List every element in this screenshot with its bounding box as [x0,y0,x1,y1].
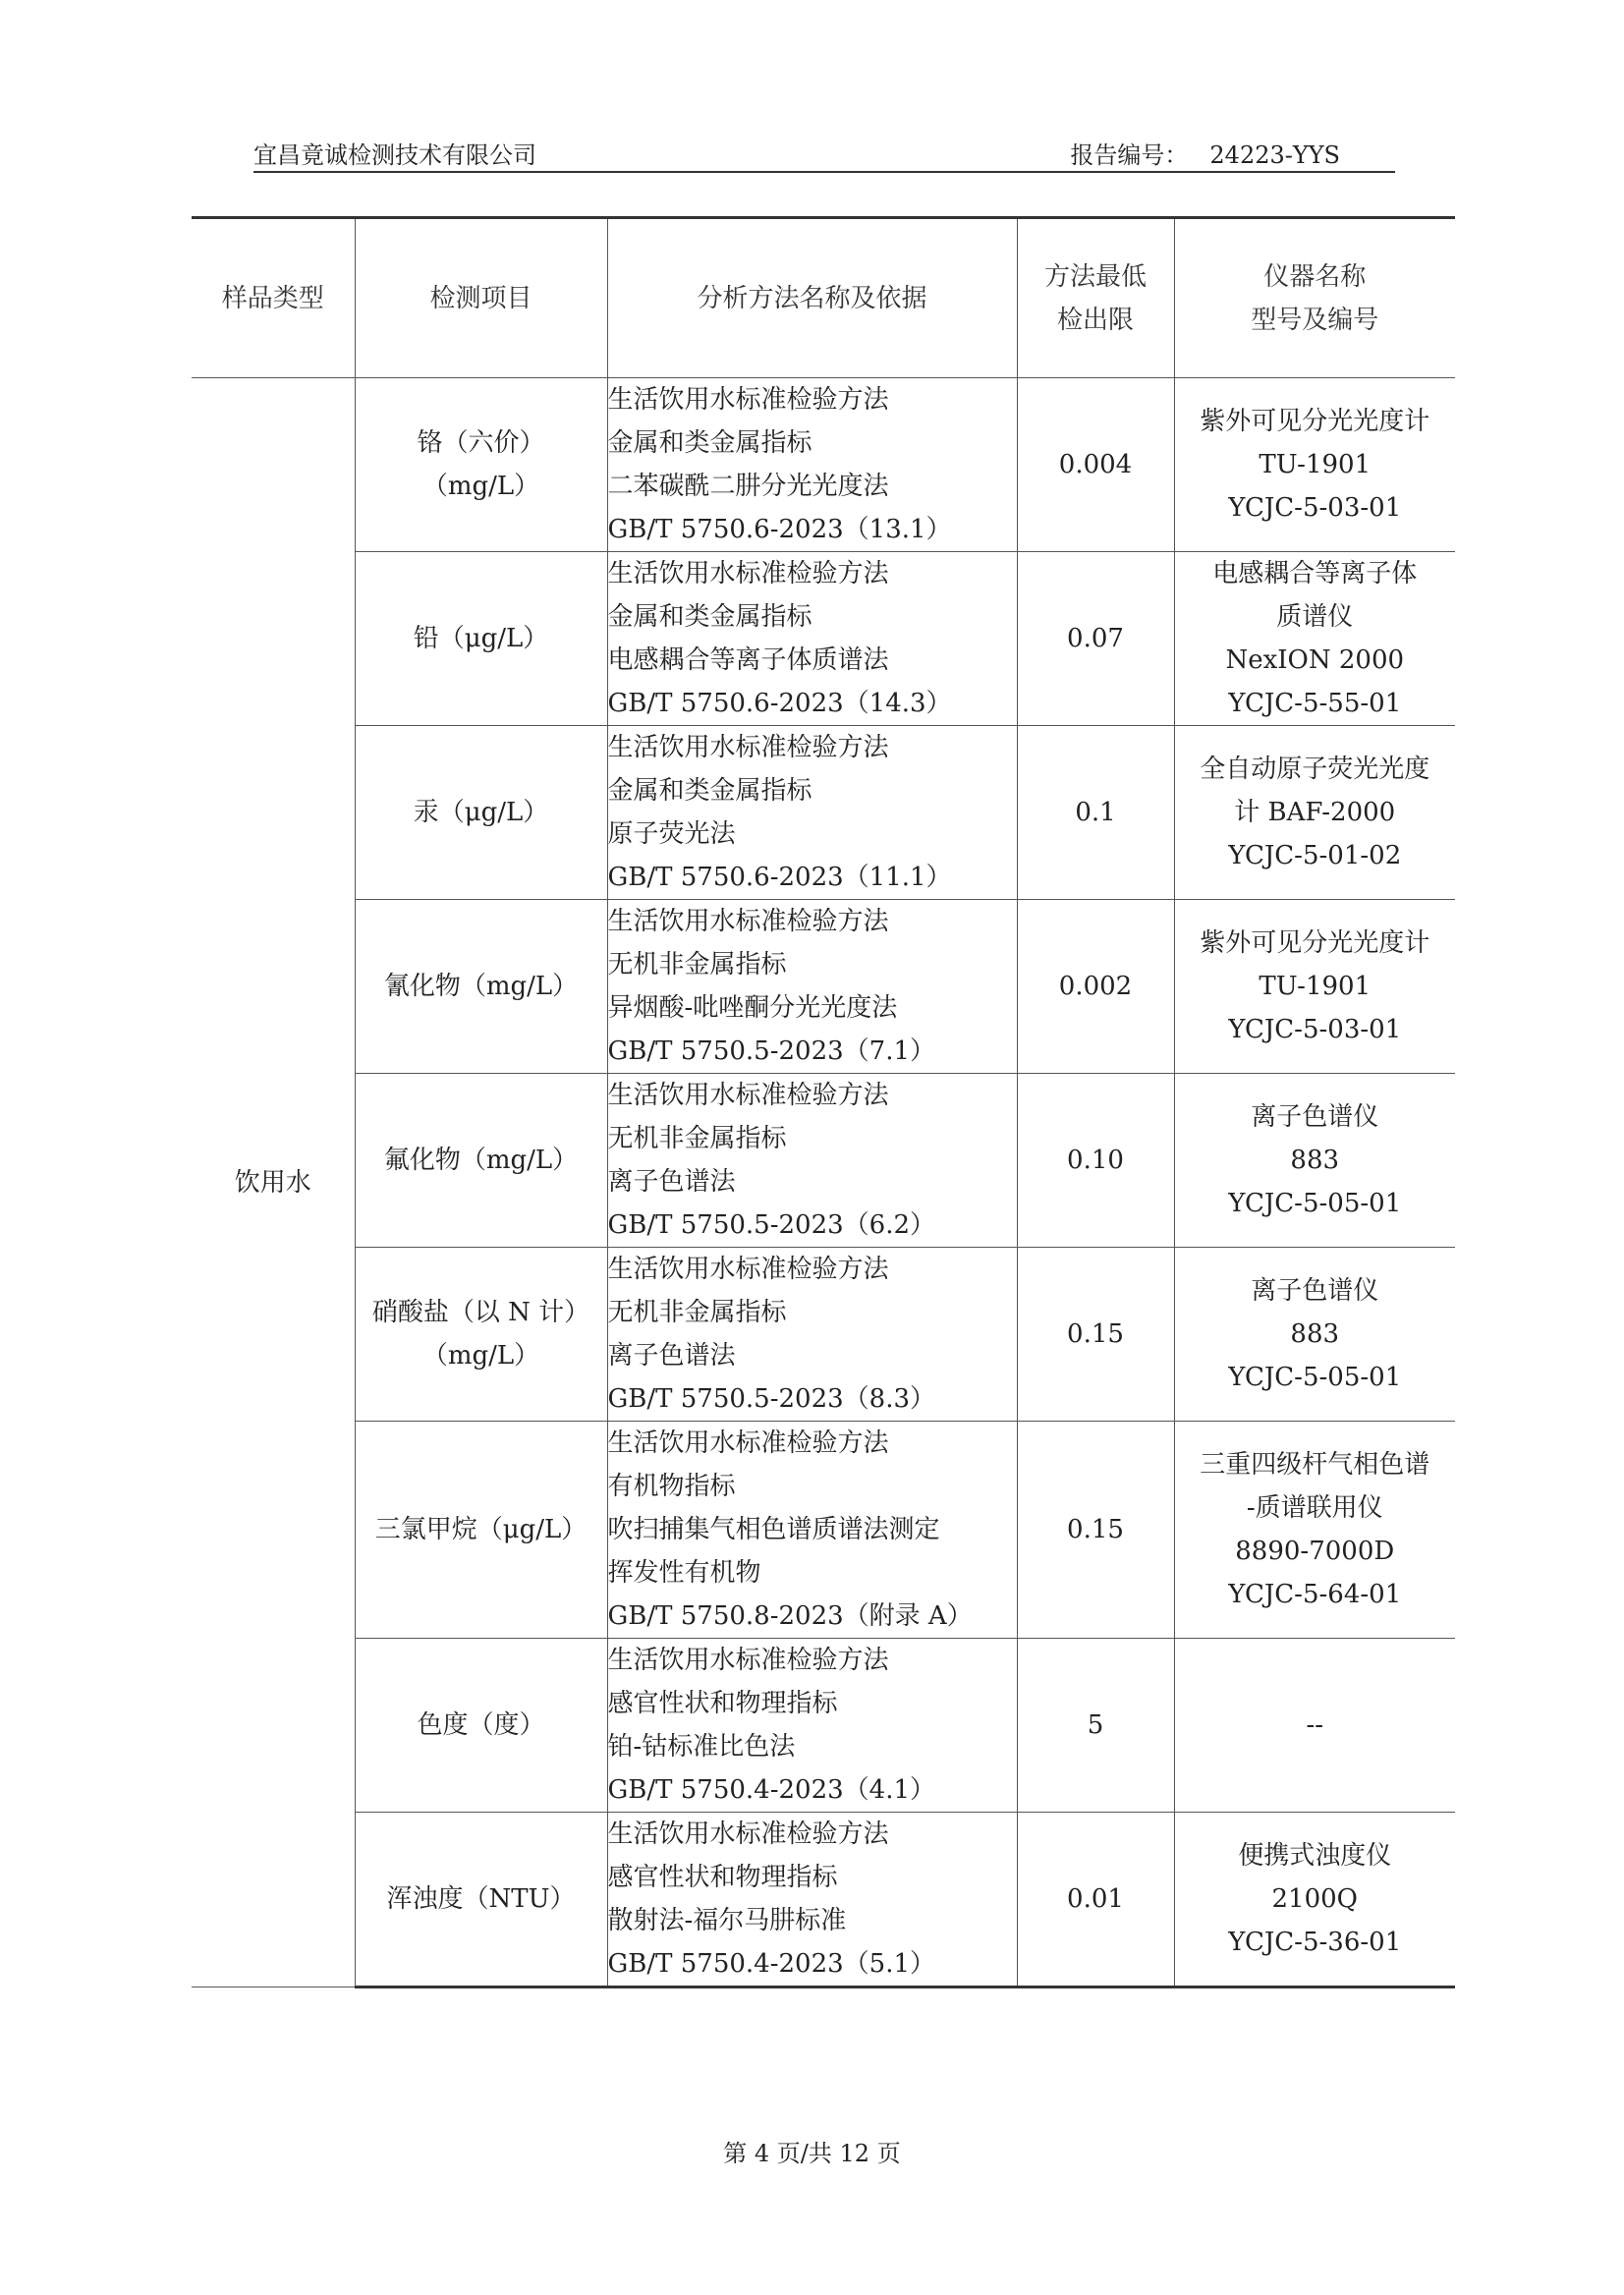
method-cell-line: 原子荧光法 [607,819,736,849]
item-cell [355,1248,607,1422]
method-cell [607,1248,1017,1422]
detection-limit-cell: 0.004 [1017,378,1174,552]
item-cell-line: 铬（六价） [417,428,545,458]
method-cell-line: 金属和类金属指标 [607,776,812,806]
detection-limit-cell: 0.15 [1017,1248,1174,1422]
table-row [192,378,1455,552]
column-header-method [607,218,1017,378]
instrument-cell-line: YCJC-5-55-01 [1228,689,1402,718]
method-cell [607,1074,1017,1248]
table-row [192,1074,1455,1248]
column-header-text: 检出限 [1056,305,1134,335]
instrument-cell [1174,726,1455,900]
column-header-instrument [1174,218,1455,378]
instrument-cell-line: YCJC-5-05-01 [1228,1363,1402,1392]
detection-limit-cell: 0.1 [1017,726,1174,900]
instrument-cell [1174,1248,1455,1422]
instrument-cell-line: 三重四级杆气相色谱 [1200,1450,1430,1480]
item-cell-line: （mg/L） [421,1341,540,1371]
page-header [253,128,1395,173]
method-cell [607,1422,1017,1639]
instrument-cell-line: 计 BAF-2000 [1234,798,1396,827]
method-cell-line: GB/T 5750.6-2023（14.3） [607,689,952,718]
instrument-cell [1174,552,1455,726]
item-cell-line: 氟化物（mg/L） [383,1146,579,1175]
instrument-cell-line: YCJC-5-01-02 [1228,841,1402,870]
method-cell-line: 感官性状和物理指标 [607,1863,838,1892]
instrument-cell [1174,1639,1455,1813]
item-cell [355,1074,607,1248]
table-header-row [192,218,1455,378]
instrument-cell-line: 质谱仪 [1276,602,1354,632]
method-cell [607,552,1017,726]
instrument-cell-line: YCJC-5-03-01 [1228,1015,1402,1044]
method-cell-line: 二苯碳酰二肼分光光度法 [607,472,889,501]
instrument-cell [1174,1074,1455,1248]
instrument-cell-line: 便携式浊度仪 [1238,1841,1392,1871]
column-header-limit [1017,218,1174,378]
instrument-cell-line: NexION 2000 [1225,645,1405,675]
table-row [192,1422,1455,1639]
method-cell [607,726,1017,900]
method-cell-line: GB/T 5750.6-2023（13.1） [607,515,952,544]
instrument-cell [1174,378,1455,552]
item-cell-line: 汞（μg/L） [413,798,549,827]
instrument-cell-line: 8890-7000D [1235,1537,1395,1566]
method-cell-line: GB/T 5750.8-2023（附录 A） [607,1601,973,1631]
item-cell [355,552,607,726]
instrument-cell-line: 883 [1290,1319,1340,1349]
method-cell [607,900,1017,1074]
instrument-cell-line: 离子色谱仪 [1251,1102,1379,1132]
method-cell-line: 感官性状和物理指标 [607,1689,838,1718]
table-row [192,726,1455,900]
table-row [192,1813,1455,1987]
method-cell-line: 金属和类金属指标 [607,602,812,632]
detection-limit-cell: 0.01 [1017,1813,1174,1987]
method-cell-line: 生活饮用水标准检验方法 [607,385,889,415]
method-cell-line: 离子色谱法 [607,1167,736,1197]
column-header-sample-type [192,218,355,378]
report-number-label: 报告编号： [1070,141,1189,169]
item-cell-line: （mg/L） [421,472,540,501]
column-header-text: 仪器名称 [1263,261,1367,292]
item-cell [355,1639,607,1813]
column-header-item [355,218,607,378]
detection-limit-cell: 0.10 [1017,1074,1174,1248]
method-cell [607,1813,1017,1987]
report-number [1070,136,1340,170]
method-cell-line: 有机物指标 [607,1472,736,1501]
item-cell-line: 硝酸盐（以 N 计） [371,1298,590,1327]
method-cell-line: 无机非金属指标 [607,1298,787,1327]
method-cell-line: 生活饮用水标准检验方法 [607,559,889,588]
method-cell-line: GB/T 5750.4-2023（5.1） [607,1949,936,1979]
item-cell-line: 浑浊度（NTU） [386,1884,576,1914]
method-cell-line: 生活饮用水标准检验方法 [607,1428,889,1458]
method-cell-line: 生活饮用水标准检验方法 [607,1081,889,1110]
item-cell-line: 铅（μg/L） [413,624,549,653]
item-cell-line: 色度（度） [417,1710,545,1740]
item-cell [355,900,607,1074]
instrument-cell-line: 电感耦合等离子体 [1212,559,1418,588]
detection-limit-cell: 0.002 [1017,900,1174,1074]
instrument-cell-line: YCJC-5-64-01 [1228,1580,1402,1609]
sample-type-cell: 饮用水 [192,378,355,1987]
method-cell-line: GB/T 5750.5-2023（7.1） [607,1036,936,1066]
item-cell-line: 氰化物（mg/L） [383,972,579,1001]
instrument-cell-line: -- [1306,1710,1324,1740]
item-cell-line: 三氯甲烷（μg/L） [374,1515,588,1544]
method-cell-line: 离子色谱法 [607,1341,736,1371]
instrument-cell-line: YCJC-5-03-01 [1228,493,1402,523]
method-cell-line: 生活饮用水标准检验方法 [607,1646,889,1675]
method-cell-line: GB/T 5750.6-2023（11.1） [607,863,952,892]
instrument-cell-line: YCJC-5-36-01 [1228,1928,1402,1957]
detection-limit-cell: 0.15 [1017,1422,1174,1639]
instrument-cell-line: YCJC-5-05-01 [1228,1189,1402,1218]
company-name: 宜昌竟诚检测技术有限公司 [253,141,536,169]
instrument-cell-line: 离子色谱仪 [1251,1276,1379,1306]
detection-limit-cell: 5 [1017,1639,1174,1813]
table-row [192,1639,1455,1813]
instrument-cell-line: 2100Q [1271,1884,1358,1914]
column-header-text: 检测项目 [429,283,532,313]
detection-methods-table [192,216,1455,1988]
column-header-text: 型号及编号 [1251,305,1379,335]
method-cell-line: 挥发性有机物 [607,1558,761,1588]
instrument-cell-line: -质谱联用仪 [1246,1493,1383,1523]
page-number: 第 4 页/共 12 页 [723,2140,901,2167]
detection-limit-cell: 0.07 [1017,552,1174,726]
instrument-cell-line: 全自动原子荧光光度 [1200,755,1430,784]
instrument-cell-line: TU-1901 [1259,450,1372,479]
item-cell [355,726,607,900]
method-cell [607,378,1017,552]
method-cell-line: 电感耦合等离子体质谱法 [607,645,889,675]
method-cell [607,1639,1017,1813]
method-cell-line: 生活饮用水标准检验方法 [607,907,889,936]
instrument-cell-line: 883 [1290,1146,1340,1175]
method-cell-line: GB/T 5750.4-2023（4.1） [607,1775,936,1805]
method-cell-line: 生活饮用水标准检验方法 [607,1255,889,1284]
method-cell-line: 吹扫捕集气相色谱质谱法测定 [607,1515,940,1544]
table-row [192,900,1455,1074]
method-cell-line: 无机非金属指标 [607,1124,787,1153]
table-row [192,552,1455,726]
instrument-cell [1174,900,1455,1074]
instrument-cell-line: 紫外可见分光光度计 [1200,407,1430,436]
method-cell-line: 生活饮用水标准检验方法 [607,1819,889,1849]
instrument-cell [1174,1422,1455,1639]
instrument-cell [1174,1813,1455,1987]
item-cell [355,1813,607,1987]
method-cell-line: GB/T 5750.5-2023（8.3） [607,1384,936,1414]
column-header-text: 分析方法名称及依据 [697,283,927,313]
method-cell-line: 无机非金属指标 [607,950,787,980]
method-cell-line: 生活饮用水标准检验方法 [607,733,889,762]
method-cell-line: GB/T 5750.5-2023（6.2） [607,1210,936,1240]
method-cell-line: 散射法-福尔马肼标准 [607,1906,847,1935]
method-cell-line: 铂-钴标准比色法 [607,1732,796,1762]
report-number-value: 24223-YYS [1209,141,1340,169]
instrument-cell-line: TU-1901 [1259,972,1372,1001]
table-row [192,1248,1455,1422]
item-cell [355,1422,607,1639]
item-cell [355,378,607,552]
column-header-text: 样品类型 [221,283,324,313]
method-cell-line: 异烟酸-吡唑酮分光光度法 [607,993,898,1023]
column-header-text: 方法最低 [1043,261,1147,292]
instrument-cell-line: 紫外可见分光光度计 [1200,928,1430,958]
method-cell-line: 金属和类金属指标 [607,428,812,458]
